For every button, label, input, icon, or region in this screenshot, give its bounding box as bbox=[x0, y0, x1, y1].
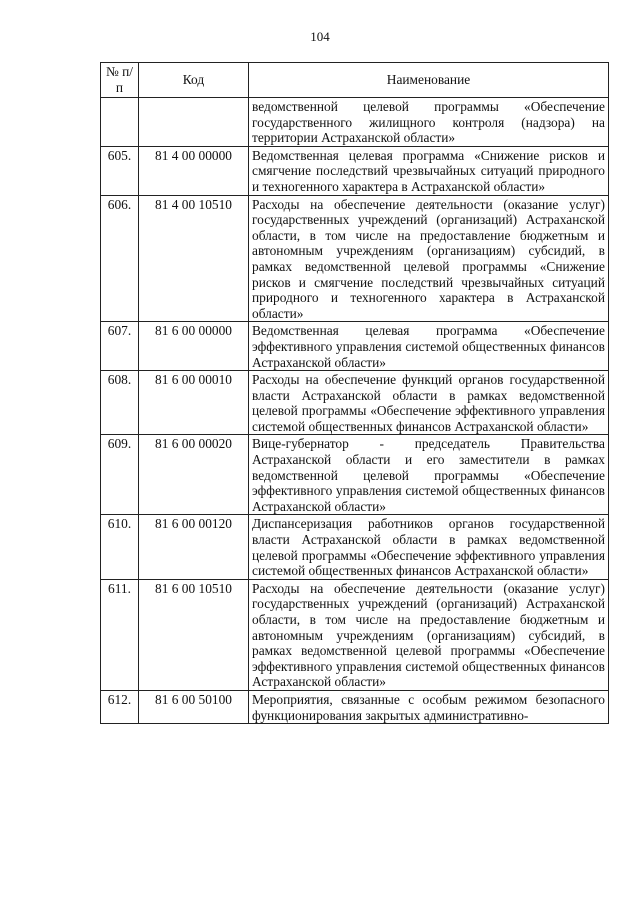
page-number: 104 bbox=[310, 29, 330, 44]
table-row bbox=[101, 435, 609, 515]
row-code: 81 6 00 50100 bbox=[139, 690, 249, 723]
row-name: Диспансеризация работников органов государственной власти Астраханской области в рамках ведомственной целевой программы «Обеспечение эффективного управления системой общественных финансов Астраханской области» bbox=[249, 515, 609, 579]
header-name: Наименование bbox=[249, 63, 609, 98]
table-row bbox=[101, 690, 609, 723]
row-num: 605. bbox=[101, 146, 139, 195]
budget-code-table bbox=[100, 62, 609, 724]
row-num: 612. bbox=[101, 690, 139, 723]
row-num: 607. bbox=[101, 322, 139, 371]
table-header-row bbox=[101, 63, 609, 98]
row-name: Расходы на обеспечение деятельности (оказание услуг) государственных учреждений (организаций) Астраханской области, в том числе на предоставление бюджетным и автономным учреждениям (организациям) субсидий, в рамках ведомственной целевой программы «Снижение рисков и смягчение последствий чрезвычайных ситуаций природного и техногенного характера в Астраханской области» bbox=[249, 195, 609, 322]
table-row bbox=[101, 98, 609, 147]
table-row bbox=[101, 579, 609, 690]
row-num: 611. bbox=[101, 579, 139, 690]
row-num: 609. bbox=[101, 435, 139, 515]
row-num: 606. bbox=[101, 195, 139, 322]
row-code: 81 6 00 00010 bbox=[139, 371, 249, 435]
row-name: Вице-губернатор - председатель Правительства Астраханской области и его заместители в рамках ведомственной целевой программы «Обеспечение эффективного управления системой общественных финансов Астраханской области» bbox=[249, 435, 609, 515]
row-name: Ведомственная целевая программа «Обеспечение эффективного управления системой общественных финансов Астраханской области» bbox=[249, 322, 609, 371]
row-num: 610. bbox=[101, 515, 139, 579]
row-code: 81 4 00 10510 bbox=[139, 195, 249, 322]
table-row bbox=[101, 371, 609, 435]
row-code: 81 4 00 00000 bbox=[139, 146, 249, 195]
row-name: Расходы на обеспечение функций органов государственной власти Астраханской области в рамках ведомственной целевой программы «Обеспечение эффективного управления системой общественных финансов Астраханской области» bbox=[249, 371, 609, 435]
row-code: 81 6 00 00000 bbox=[139, 322, 249, 371]
table-row bbox=[101, 515, 609, 579]
row-num bbox=[101, 98, 139, 147]
row-code bbox=[139, 98, 249, 147]
table-row bbox=[101, 146, 609, 195]
row-name: ведомственной целевой программы «Обеспечение государственного жилищного контроля (надзора) на территории Астраханской области» bbox=[249, 98, 609, 147]
header-num: № п/п bbox=[101, 63, 139, 98]
row-code: 81 6 00 10510 bbox=[139, 579, 249, 690]
row-name: Ведомственная целевая программа «Снижение рисков и смягчение последствий чрезвычайных ситуаций природного и техногенного характера в Астраханской области» bbox=[249, 146, 609, 195]
row-code: 81 6 00 00020 bbox=[139, 435, 249, 515]
row-code: 81 6 00 00120 bbox=[139, 515, 249, 579]
row-name: Мероприятия, связанные с особым режимом безопасного функционирования закрытых административно- bbox=[249, 690, 609, 723]
table-row bbox=[101, 322, 609, 371]
row-name: Расходы на обеспечение деятельности (оказание услуг) государственных учреждений (организаций) Астраханской области, в том числе на предоставление бюджетным и автономным учреждениям (организациям) субсидий, в рамках ведомственной целевой программы «Обеспечение эффективного управления системой общественных финансов Астраханской области» bbox=[249, 579, 609, 690]
row-num: 608. bbox=[101, 371, 139, 435]
header-code: Код bbox=[139, 63, 249, 98]
table-row bbox=[101, 195, 609, 322]
